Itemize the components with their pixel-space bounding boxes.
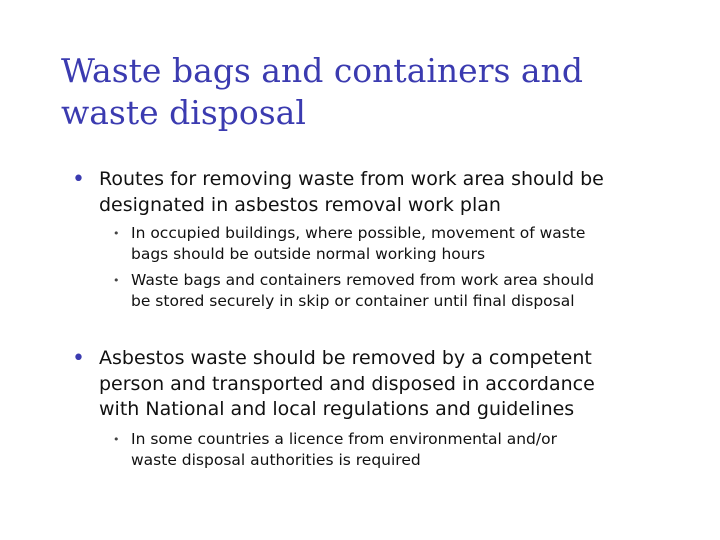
sub-bullet-text-line: be stored securely in skip or container until final disposal xyxy=(131,292,575,310)
bullet-dot-icon: • xyxy=(72,346,85,371)
sub-bullet-text-line: In some countries a licence from environmental and/or xyxy=(131,430,557,448)
sub-bullet-occupied-buildings xyxy=(113,223,586,265)
bullet-text-line: designated in asbestos removal work plan xyxy=(99,193,501,216)
sub-bullet-dot-icon: • xyxy=(113,274,120,287)
sub-bullet-text-line: bags should be outside normal working hours xyxy=(131,245,486,263)
sub-bullet-text-line: waste disposal authorities is required xyxy=(131,451,421,469)
bullet-text-line: with National and local regulations and guidelines xyxy=(99,398,575,420)
bullet-dot-icon: • xyxy=(72,167,85,192)
sub-bullet-licence-required xyxy=(113,429,557,471)
bullet-asbestos-waste-removal xyxy=(72,346,595,423)
bullet-text-line: person and transported and disposed in accordance xyxy=(99,372,595,395)
bullet-text-line: Routes for removing waste from work area should be xyxy=(99,168,604,190)
slide-title-line-1: Waste bags and containers and xyxy=(61,51,583,90)
bullet-text-line: Asbestos waste should be removed by a competent xyxy=(99,347,592,369)
sub-bullet-dot-icon: • xyxy=(113,227,120,240)
sub-bullet-text-line: Waste bags and containers removed from work area should xyxy=(131,271,595,289)
bullet-routes-for-removing-waste xyxy=(72,167,604,218)
slide-title-line-2: waste disposal xyxy=(61,93,306,132)
sub-bullet-waste-bags-stored xyxy=(113,270,595,312)
sub-bullet-text-line: In occupied buildings, where possible, movement of waste xyxy=(131,224,586,242)
slide-title xyxy=(61,50,681,134)
sub-bullet-dot-icon: • xyxy=(113,433,120,446)
